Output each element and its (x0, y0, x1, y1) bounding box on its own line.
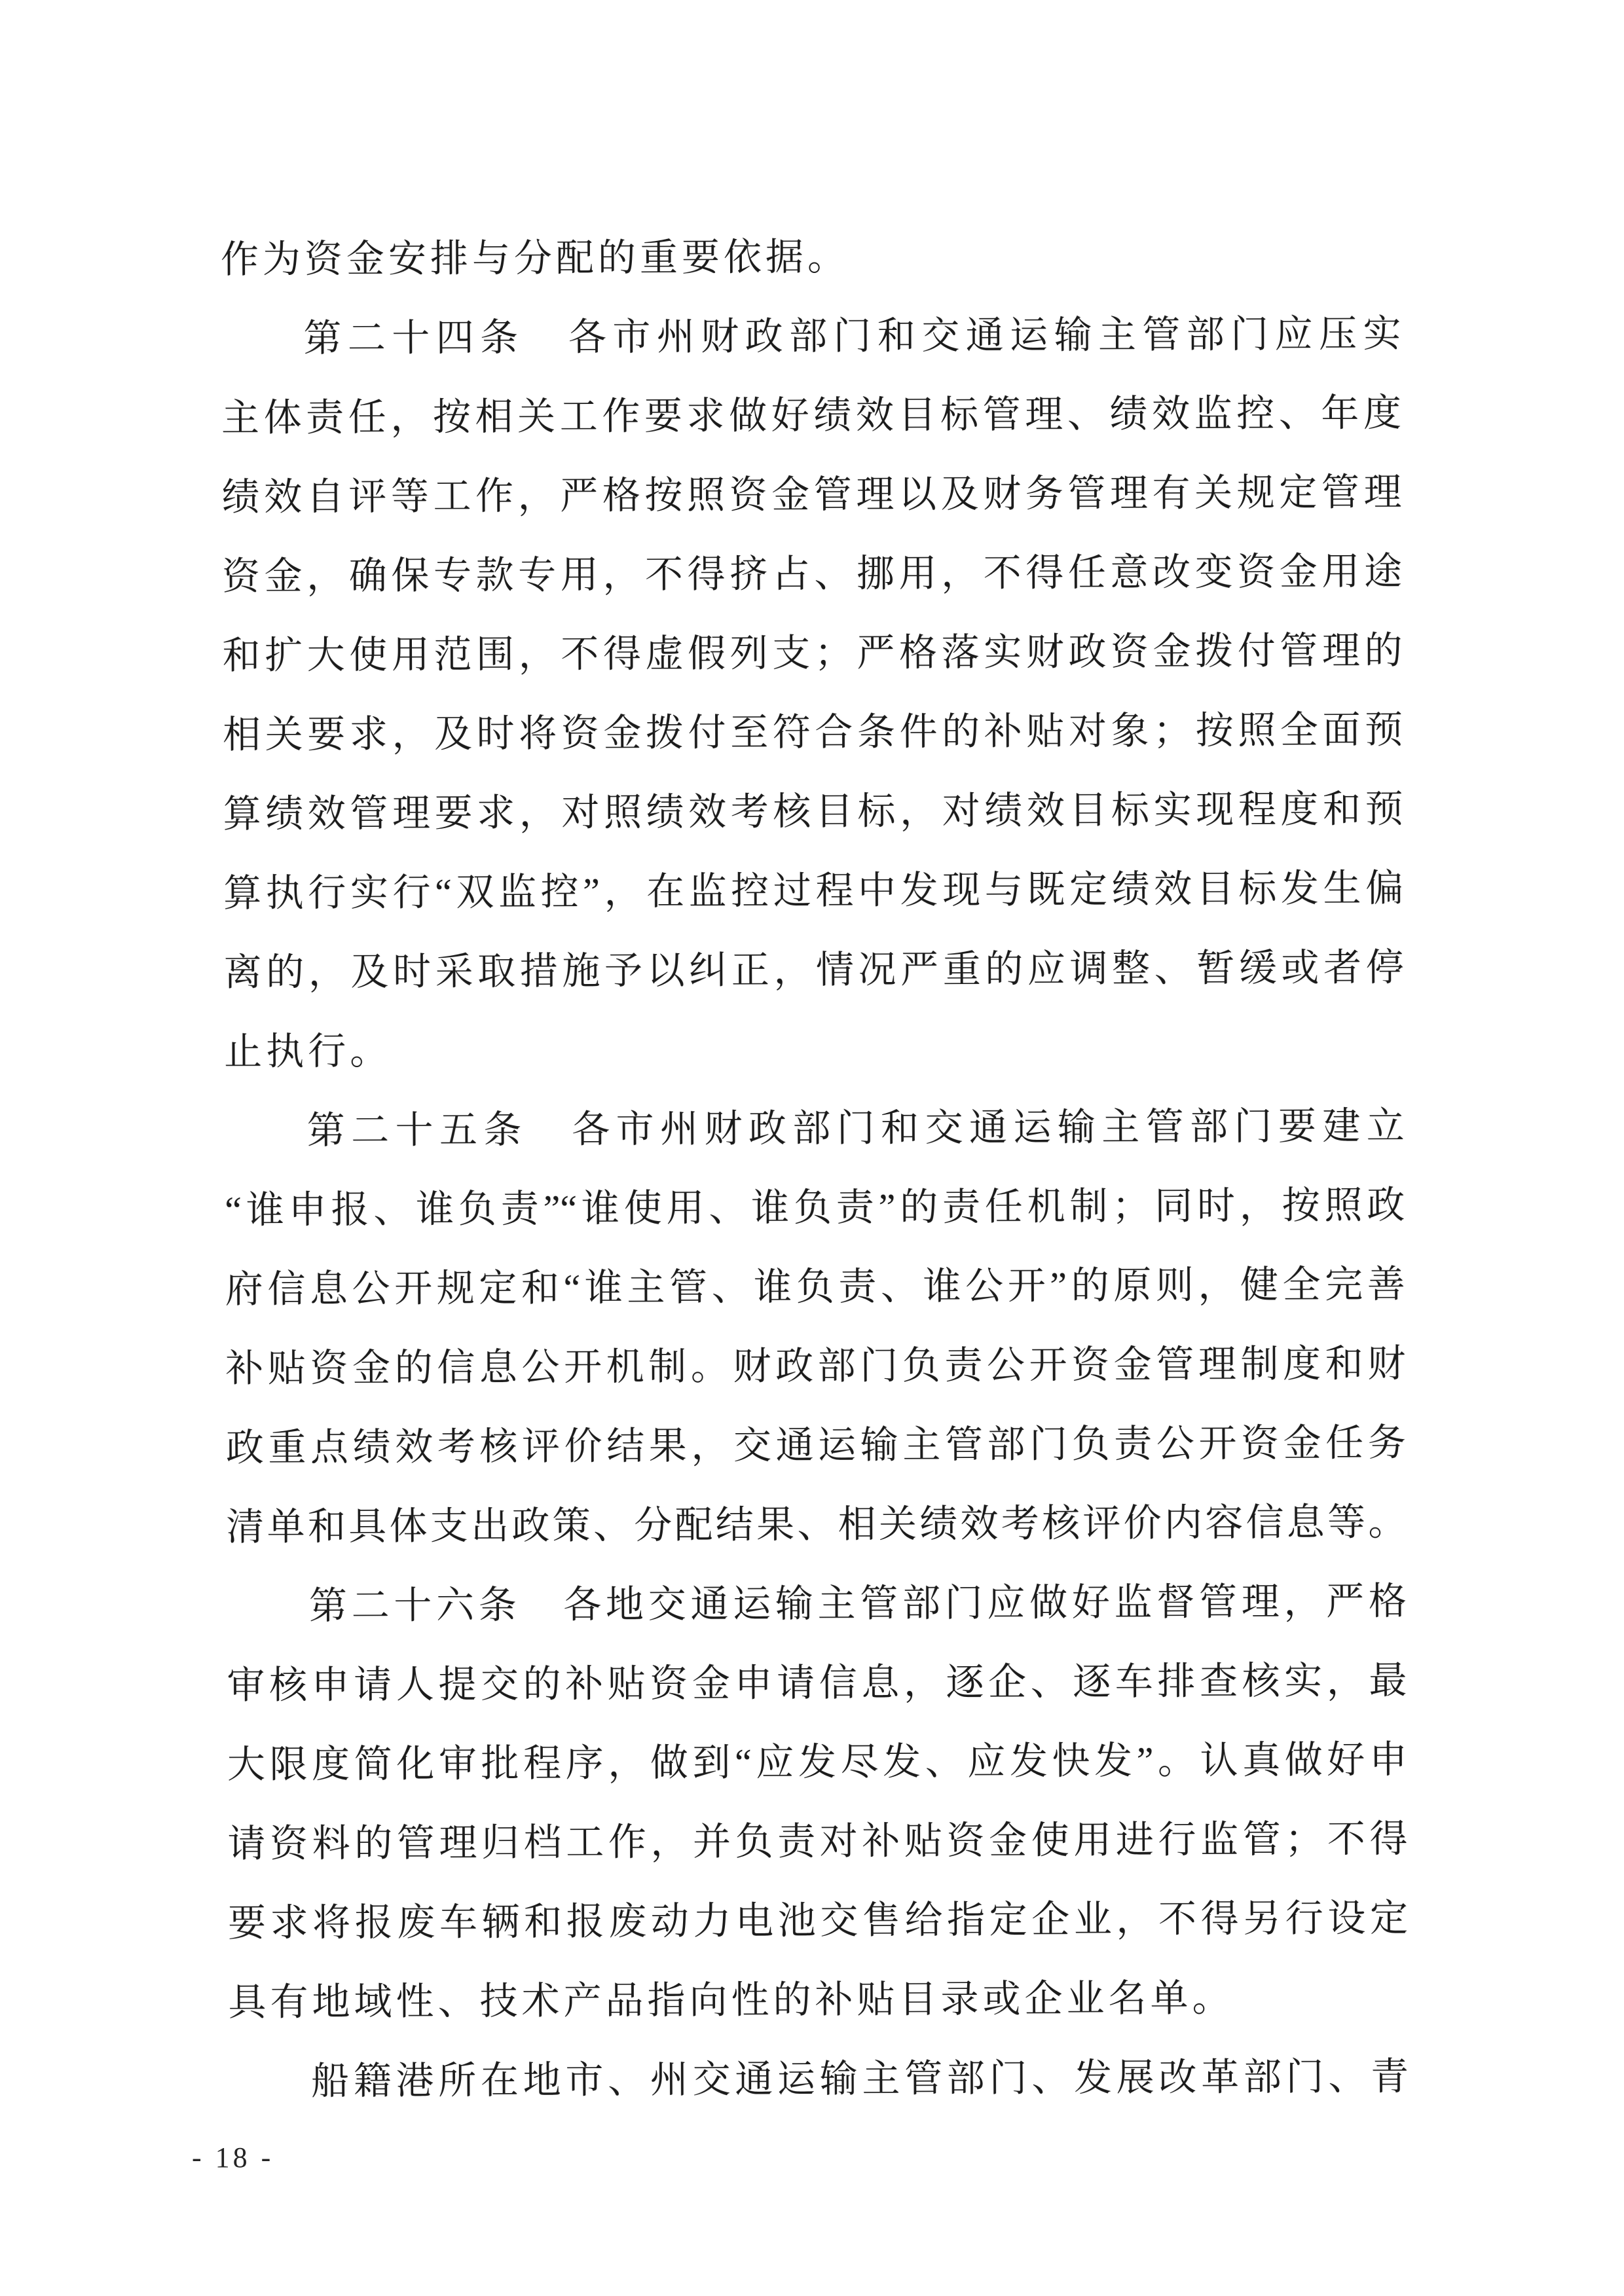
text-line: 清单和具体支出政策、分配结果、相关绩效考核评价内容信息等。 (226, 1501, 1407, 1548)
text-line: 和扩大使用范围，不得虚假列支；严格落实财政资金拨付管理的 (222, 629, 1403, 677)
text-block (221, 215, 1409, 2121)
text-line: 要求将报废车辆和报废动力电池交售给指定企业，不得另行设定 (227, 1897, 1409, 1944)
text-line: 第二十六条 各地交通运输主管部门应做好监督管理，严格 (308, 1580, 1407, 1628)
page-number: - 18 - (192, 2141, 274, 2174)
text-line: 审核申请人提交的补贴资金申请信息，逐企、逐车排查核实，最 (227, 1659, 1407, 1707)
text-line: 止执行。 (224, 1029, 392, 1073)
text-line: 请资料的管理归档工作，并负责对补贴资金使用进行监管；不得 (227, 1817, 1408, 1865)
text-line: 大限度简化审批程序，做到“应发尽发、应发快发”。认真做好申 (227, 1738, 1408, 1786)
text-line: 具有地域性、技术产品指向性的补贴目录或企业名单。 (228, 1977, 1234, 2024)
text-line: 第二十五条 各市州财政部门和交通运输主管部门要建立 (306, 1104, 1405, 1152)
text-line: 主体责任，按相关工作要求做好绩效目标管理、绩效监控、年度 (221, 392, 1402, 439)
text-line: 离的，及时采取措施予以纠正，情况严重的应调整、暂缓或者停 (223, 946, 1404, 994)
text-line: 府信息公开规定和“谁主管、谁负责、谁公开”的原则，健全完善 (225, 1263, 1405, 1311)
text-line: “谁申报、谁负责”“谁使用、谁负责”的责任机制；同时，按照政 (225, 1184, 1405, 1231)
text-line: 第二十四条 各市州财政部门和交通运输主管部门应压实 (303, 312, 1401, 360)
text-line: 资金，确保专款专用，不得挤占、挪用，不得任意改变资金用途 (221, 550, 1403, 598)
text-line: 作为资金安排与分配的重要依据。 (220, 235, 850, 281)
text-line: 算绩效管理要求，对照绩效考核目标，对绩效目标实现程度和预 (223, 788, 1403, 835)
text-line: 补贴资金的信息公开机制。财政部门负责公开资金管理制度和财 (225, 1342, 1406, 1390)
text-line: 相关要求，及时将资金拨付至符合条件的补贴对象；按照全面预 (222, 708, 1403, 756)
text-line: 政重点绩效考核评价结果，交通运输主管部门负责公开资金任务 (225, 1421, 1406, 1469)
text-line: 船籍港所在地市、州交通运输主管部门、发展改革部门、青 (310, 2055, 1409, 2103)
text-line: 算执行实行“双监控”，在监控过程中发现与既定绩效目标发生偏 (223, 867, 1404, 915)
text-line: 绩效自评等工作，严格按照资金管理以及财务管理有关规定管理 (221, 471, 1402, 519)
